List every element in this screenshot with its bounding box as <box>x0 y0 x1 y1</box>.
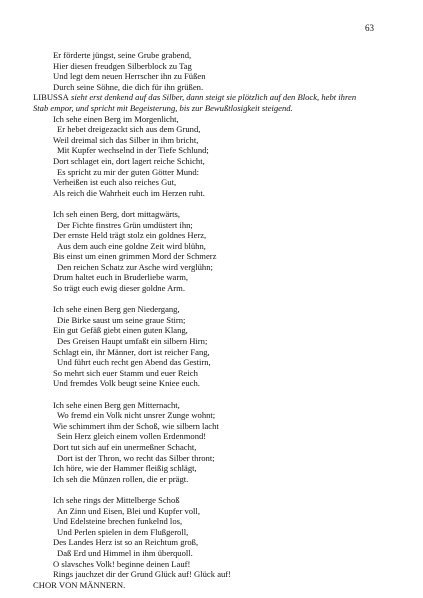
verse-line: Dort schlaget ein, dort lagert reiche Schicht, <box>53 155 205 166</box>
verse-line: Den reichen Schatz zur Asche wird verglühn; <box>57 261 213 272</box>
verse-line: Wie schimmert ihm der Schoß, wie silbern lacht <box>53 420 219 431</box>
verse-line: Aus dem auch eine goldne Zeit wird blühn, <box>57 240 206 251</box>
stage-direction-text: Stab empor, und spricht mit Begeisterung, bis zur Bewußtlosigkeit steigend. <box>33 102 293 113</box>
verse-line: Ich höre, wie der Hammer fleißig schlägt, <box>53 463 197 474</box>
verse-line: Durch seine Söhne, die dich für ihn grüßen. <box>53 81 204 92</box>
verse-line: An Zinn und Eisen, Blei und Kupfer voll, <box>57 505 200 516</box>
verse-line: Ein gut Gefäß giebt einen guten Klang, <box>53 325 188 336</box>
verse-line: Er hebet dreigezackt sich aus dem Grund, <box>57 124 201 135</box>
verse-line: Und fremdes Volk beugt seine Kniee euch. <box>53 378 200 389</box>
stanza-gap <box>33 198 405 209</box>
verse-line: Ich seh die Münzen rollen, die er prägt. <box>53 473 189 484</box>
verse-line: Die Birke saust um seine graue Stirn; <box>57 314 186 325</box>
verse-line: Der Fichte finstres Grün umdüstert ihn; <box>57 219 193 230</box>
speaker-name: LIBUSSA <box>33 92 69 103</box>
verse-line: Verheißen ist euch also reiches Gut, <box>53 177 177 188</box>
verse-line: Dort tut sich auf ein unermeßner Schacht, <box>53 441 197 452</box>
verse-line: Er förderte jüngst, seine Grube grabend, <box>53 50 192 60</box>
text-block <box>33 50 405 590</box>
verse-line: Rings jauchzet dir der Grund Glück auf! Glück auf! <box>53 569 232 580</box>
stanza-gap <box>33 294 405 305</box>
verse-line: Ich sehe einen Berg gen Niedergang, <box>53 304 180 315</box>
verse-line: Und führt euch recht gen Abend das Gestirn, <box>57 357 211 368</box>
verse-line: Und legt dem neuen Herrscher ihn zu Füßen <box>53 71 206 82</box>
verse-line: Ich sehe einen Berg im Morgenlicht, <box>53 113 179 124</box>
verse-line: Als reich die Wahrheit euch im Herzen ruht. <box>53 187 205 198</box>
verse-line: Schlagt ein, ihr Männer, dort ist reicher Fang, <box>53 346 210 357</box>
stage-direction-text: sieht erst denkend auf das Silber, dann steigt sie plötzlich auf den Block, hebt ihren <box>68 92 357 103</box>
page-number: 63 <box>365 23 374 33</box>
stanza-gap <box>33 389 405 400</box>
verse-line: Ich sehe einen Berg gen Mitternacht, <box>53 399 180 410</box>
verse-line: Bis einst um einen grimmen Mord der Schmerz <box>53 251 217 262</box>
verse-line: Ich sehe rings der Mittelberge Schoß <box>53 494 180 505</box>
verse-line: Des Landes Herz ist so an Reichtum groß, <box>53 537 199 548</box>
verse-line: Weil dreimal sich das Silber in ihm bricht, <box>53 134 199 145</box>
speaker-heading: CHOR VON MÄNNERN. <box>33 579 126 590</box>
stage-direction <box>33 92 405 103</box>
verse-line: Daß Erd und Himmel in ihm überquoll. <box>57 547 193 558</box>
verse-line: Ich seh einen Berg, dort mittagwärts, <box>53 208 181 219</box>
verse-line: Sein Herz gleich einem vollen Erdenmond! <box>57 431 207 442</box>
verse-line: Mit Kupfer wechselnd in der Tiefe Schlund; <box>57 145 209 156</box>
verse-line: Es spricht zu mir der guten Götter Mund: <box>57 166 200 177</box>
verse-line: Des Greisen Haupt umfaßt ein silbern Hirn; <box>57 336 208 347</box>
verse-line: Und Edelsteine brechen funkelnd los, <box>53 516 183 527</box>
verse-line: Dort ist der Thron, wo recht das Silber thront; <box>57 452 215 463</box>
stanza-gap <box>33 484 405 495</box>
verse-line: Wo fremd ein Volk nicht unsrer Zunge wohnt; <box>57 410 216 421</box>
verse-line: So mehrt sich euer Stamm und euer Reich <box>53 367 198 378</box>
verse-line: Hier diesen freudgen Silberblock zu Tag <box>53 60 192 71</box>
verse-line: Und Perlen spielen in dem Flußgeroll, <box>57 526 189 537</box>
verse-line: Der ernste Held trägt stolz ein goldnes Herz, <box>53 230 207 241</box>
verse-line: Drum haltet euch in Bruderliebe warm, <box>53 272 189 283</box>
verse-line: O slavsches Volk! beginne deinen Lauf! <box>53 558 191 569</box>
verse-line: So trägt euch ewig dieser goldne Arm. <box>53 283 185 294</box>
